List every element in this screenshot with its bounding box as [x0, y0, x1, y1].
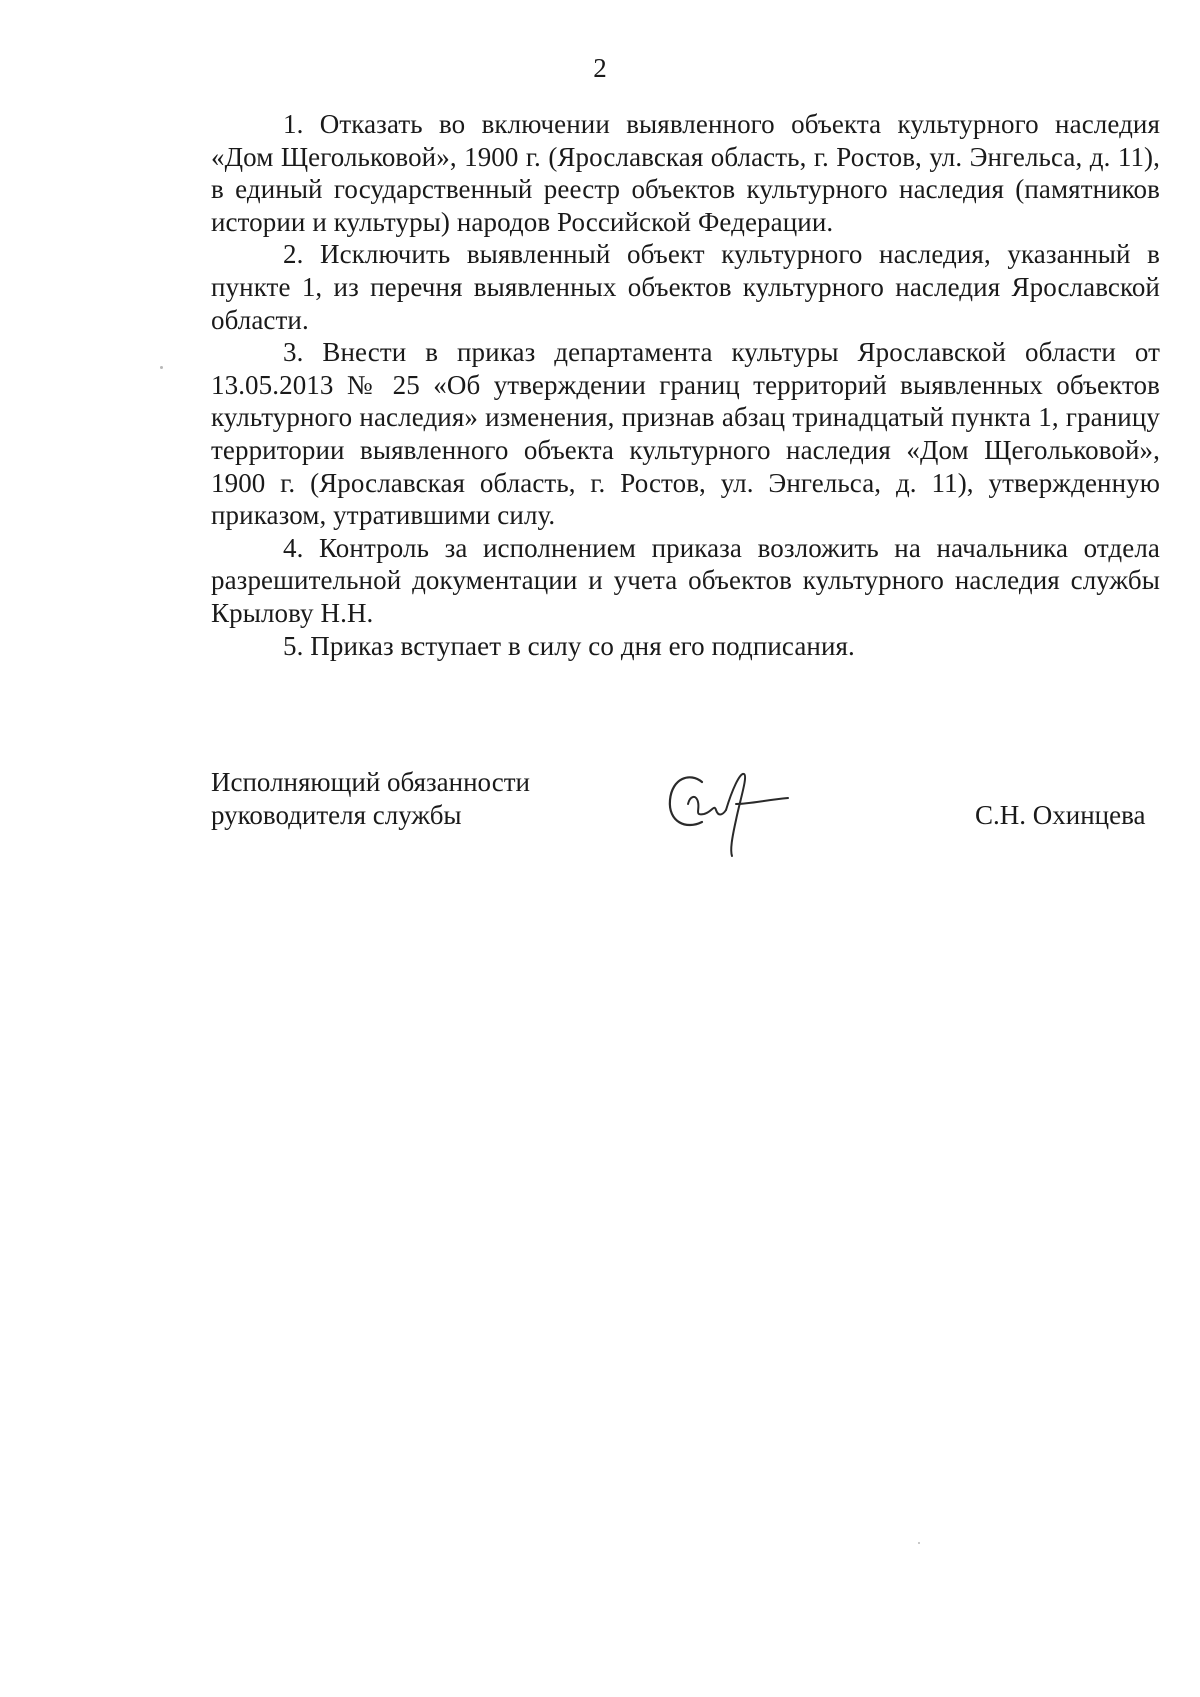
paragraph-3: 3. Внести в приказ департамента культуры Ярославской области от 13.05.2013 № 25 «Об утверждении границ территорий выявленных объектов культурного наследия» изменения, признав абзац тринадцатый пункта 1, границу территории выявленного объекта культурного наследия «Дом Щегольковой», 1900 г. (Ярославская область, г. Ростов, ул. Энгельса, д. 11), утвержденную приказом, утратившими силу.: [211, 337, 1160, 531]
paragraph-4: 4. Контроль за исполнением приказа возложить на начальника отдела разрешительной документации и учета объектов культурного наследия службы Крылову Н.Н.: [211, 532, 1160, 628]
paragraph-1: 1. Отказать во включении выявленного объекта культурного наследия «Дом Щегольковой», 1900 г. (Ярославская область, г. Ростов, ул. Энгельса, д. 11), в единый государственный реестр объектов культурного наследия (памятников истории и культуры) народов Российской Федерации.: [211, 109, 1160, 237]
page-number: 2: [593, 53, 607, 83]
signer-position-line-1: Исполняющий обязанности: [211, 767, 530, 797]
signer-name: С.Н. Охинцева: [975, 800, 1146, 830]
paragraph-5: 5. Приказ вступает в силу со дня его подписания.: [283, 630, 855, 661]
scan-speck: [160, 366, 163, 369]
paragraph-2: 2. Исключить выявленный объект культурного наследия, указанный в пункте 1, из перечня выявленных объектов культурного наследия Ярославской области.: [211, 239, 1160, 335]
signer-position: [211, 766, 530, 832]
handwritten-signature: [660, 760, 800, 860]
scan-speck: [918, 1542, 920, 1544]
signer-position-line-2: руководителя службы: [211, 800, 462, 830]
document-body: [211, 108, 1160, 662]
